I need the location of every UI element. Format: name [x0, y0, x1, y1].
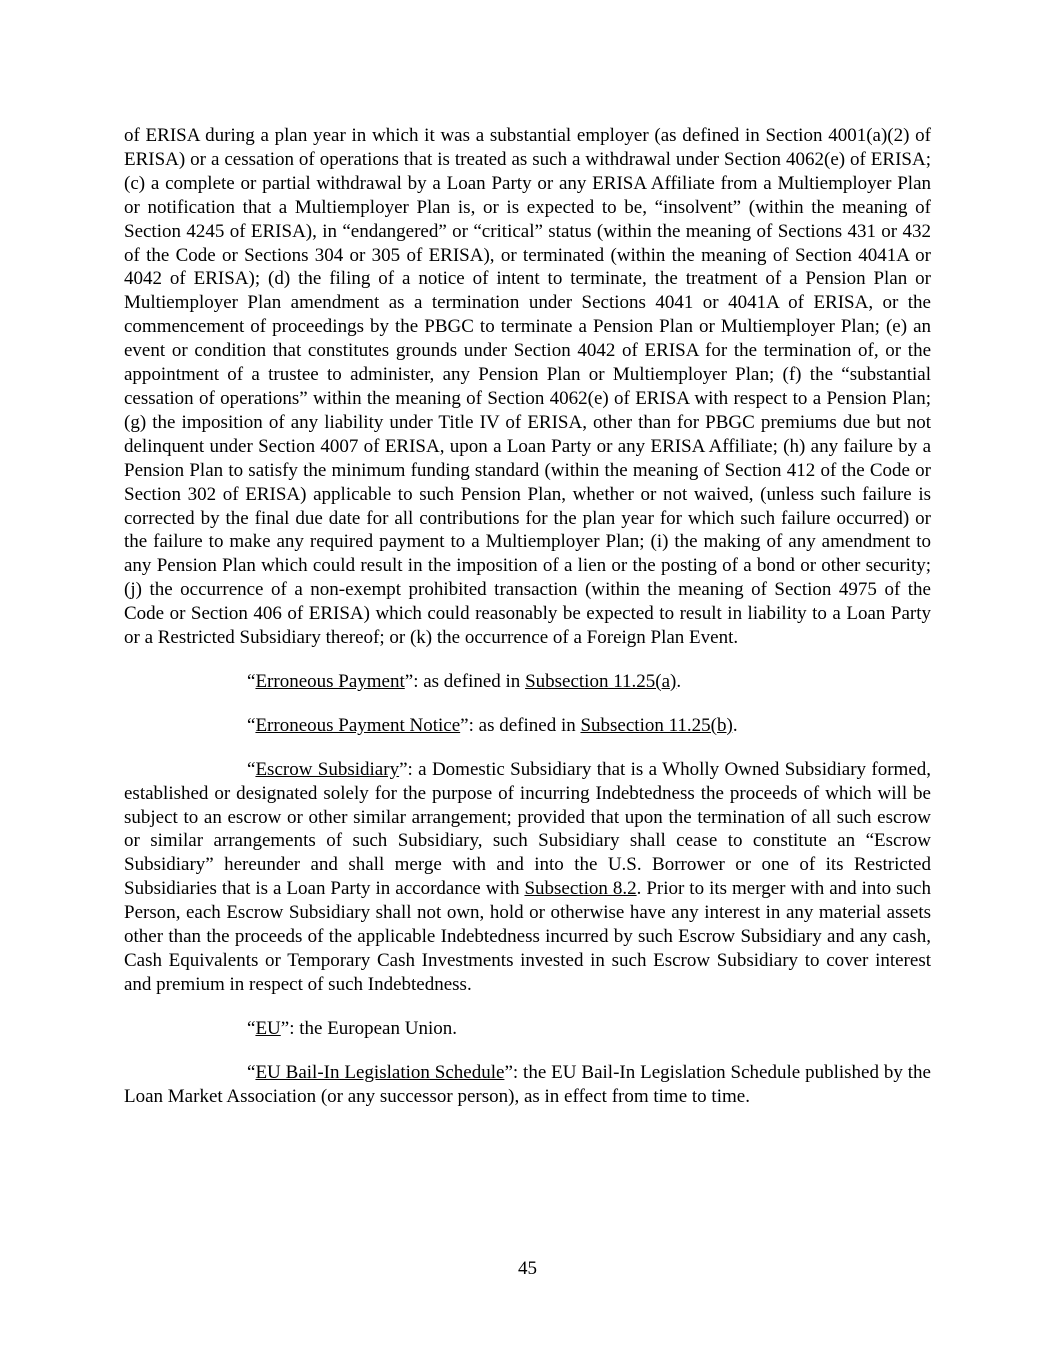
definition-text: : the European Union. — [289, 1017, 457, 1039]
definition-text-end: . — [676, 670, 682, 692]
definition-text: : as defined in — [468, 714, 581, 736]
definition-eu: “EU”: the European Union. — [247, 1017, 457, 1039]
definition-text-end: . Prior to its merger with and into such Person, each Escrow Subsidiary shall not own, hold or otherwise have any interest in any material assets other than the proceeds of the applicable Indebtedness incurred by such Escrow Subsidiary and any cash, Cash Equivalents or Temporary Cash Investments invested in such Escrow Subsidiary to cover interest and premium in respect of such Indebtedness. — [124, 878, 931, 995]
defined-term: EU — [255, 1017, 281, 1039]
defined-term: EU Bail-In Legislation Schedule — [255, 1061, 505, 1083]
cross-reference: Subsection 11.25(a) — [525, 670, 677, 692]
defined-term: Erroneous Payment Notice — [255, 714, 461, 736]
definition-erroneous-payment: “Erroneous Payment”: as defined in Subsection 11.25(a). — [247, 670, 682, 692]
definition-erroneous-payment-notice: “Erroneous Payment Notice”: as defined in Subsection 11.25(b). — [247, 714, 738, 736]
page-number: 45 — [518, 1258, 537, 1279]
definition-text: : as defined in — [413, 670, 526, 692]
continuation-paragraph: of ERISA during a plan year in which it was a substantial employer (as defined in Section 4001(a)(2) of ERISA) or a cessation of operations that is treated as such a withdrawal under Section 4062(e) of ERISA; (c) a complete or partial withdrawal by a Loan Party or any ERISA Affiliate from a Multiemployer Plan or notification that a Multiemployer Plan is, or is expected to be, “insolvent” (within the meaning of Section 4245 of ERISA), in “endangered” or “critical” status (within the meaning of Sections 431 or 432 of the Code or Sections 304 or 305 of ERISA), or terminated (within the meaning of Section 4041A or 4042 of ERISA); (d) the filing of a notice of intent to terminate, the treatment of a Pension Plan or Multiemployer Plan amendment as a termination under Sections 4041 or 4041A of ERISA, or the commencement of proceedings by the PBGC to terminate a Pension Plan or Multiemployer Plan; (e) an event or condition that constitutes grounds under Section 4042 of ERISA for the termination of, or the appointment of a trustee to administer, any Pension Plan or Multiemployer Plan; (f) the “substantial cessation of operations” within the meaning of Section 4062(e) of ERISA with respect to a Pension Plan; (g) the imposition of any liability under Title IV of ERISA, other than for PBGC premiums due but not delinquent under Section 4007 of ERISA, upon a Loan Party or any ERISA Affiliate; (h) any failure by a Pension Plan to satisfy the minimum funding standard (within the meaning of Section 412 of the Code or Section 302 of ERISA) applicable to such Pension Plan, whether or not waived, (unless such failure is corrected by the final due date for all contributions for the plan year for which such failure occurred) or the failure to make any required payment to a Multiemployer Plan; (i) the making of any amendment to any Pension Plan which could result in the imposition of a lien or the posting of a bond or other security; (j) the occurrence of a non-exempt prohibited transaction (within the meaning of Section 4975 of the Code or Section 406 of ERISA) which could reasonably be expected to result in liability to a Loan Party or a Restricted Subsidiary thereof; or (k) the occurrence of a Foreign Plan Event. — [124, 125, 931, 649]
defined-term: Escrow Subsidiary — [255, 758, 400, 780]
defined-term: Erroneous Payment — [255, 670, 405, 692]
definition-escrow-subsidiary: “Escrow Subsidiary”: a Domestic Subsidiary that is a Wholly Owned Subsidiary formed, established or designated solely for the purpose of incurring Indebtedness the proceeds of which will be subject to an escrow or other similar arrangement; provided that upon the termination of all such escrow or similar arrangements of such Subsidiary, such Subsidiary shall cease to constitute an “Escrow Subsidiary” hereunder and shall merge with and into the U.S. Borrower or one of its Restricted Subsidiaries that is a Loan Party in accordance with Subsection 8.2. Prior to its merger with and into such Person, each Escrow Subsidiary shall not own, hold or otherwise have any interest in any material assets other than the proceeds of the applicable Indebtedness incurred by such Escrow Subsidiary and any cash, Cash Equivalents or Temporary Cash Investments invested in such Escrow Subsidiary to cover interest and premium in respect of such Indebtedness. — [124, 758, 932, 995]
definition-text: : a Domestic Subsidiary that is a Wholly Owned Subsidiary formed, established or designated solely for the purpose of incurring Indebtedness the proceeds of which will be subject to an escrow or other similar arrangement; provided that upon the termination of all such escrow or similar arrangements of such Subsidiary, such Subsidiary shall cease to constitute an “Escrow Subsidiary” hereunder and shall merge with and into the U.S. Borrower or one of its Restricted Subsidiaries that is a Loan Party in accordance with — [124, 758, 932, 900]
definition-eu-bail-in-legislation-schedule: “EU Bail-In Legislation Schedule”: the EU Bail-In Legislation Schedule published by the Loan Market Association (or any successor person), as in effect from time to time. — [124, 1061, 931, 1107]
cross-reference: Subsection 8.2 — [524, 878, 637, 900]
document-body — [124, 124, 931, 1109]
cross-reference: Subsection 11.25(b) — [580, 714, 733, 736]
definition-text: : the EU Bail-In Legislation Schedule published by the Loan Market Association (or any successor person), as in effect from time to time. — [124, 1061, 931, 1107]
definition-text-end: . — [732, 714, 738, 736]
